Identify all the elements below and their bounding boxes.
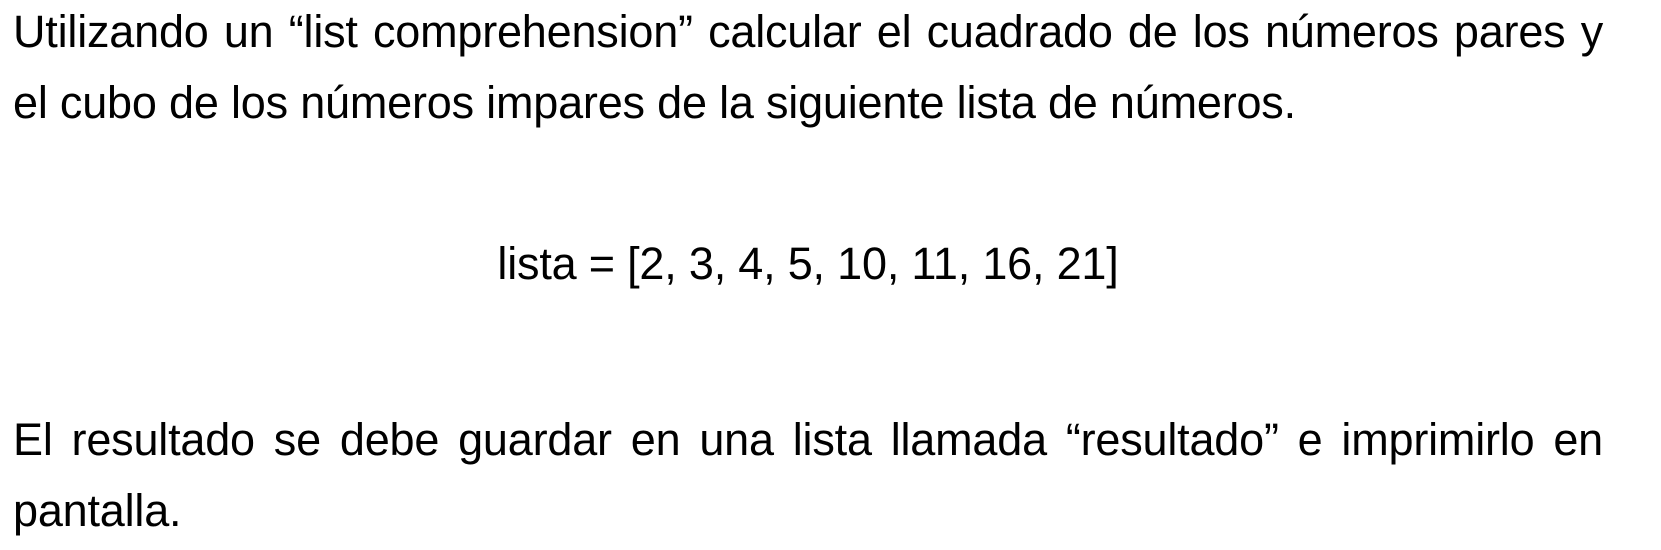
- instruction-paragraph: Utilizando un “list comprehension” calcular el cuadrado de los números pares y el cubo de los números impares de la siguiente lista de números.: [13, 6, 1603, 128]
- list-definition: lista = [2, 3, 4, 5, 10, 11, 16, 21]: [497, 238, 1119, 289]
- result-instruction-paragraph: El resultado se debe guardar en una lista llamada “resultado” e imprimirlo en pantalla.: [13, 414, 1603, 536]
